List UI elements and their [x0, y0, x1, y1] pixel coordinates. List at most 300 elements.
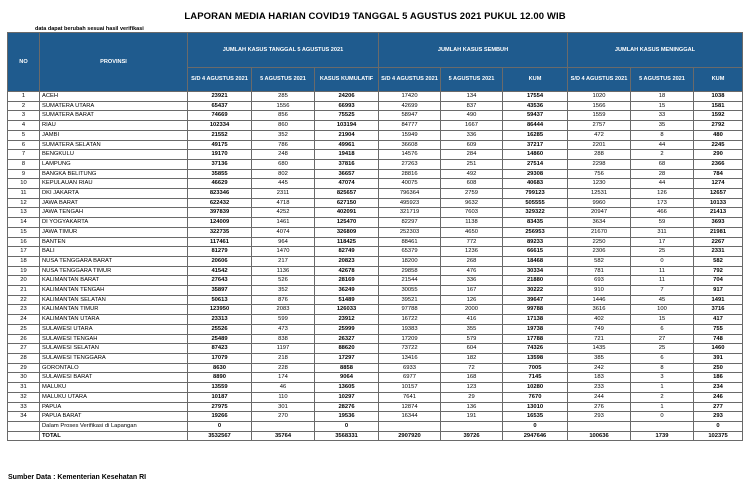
- cell-value: 284: [441, 150, 503, 160]
- cell-value: 19418: [315, 150, 379, 160]
- cell-value: 781: [568, 266, 631, 276]
- cell-value: 608: [441, 179, 503, 189]
- header-sembuh-5: 5 AGUSTUS 2021: [441, 68, 503, 92]
- row-number: 7: [8, 150, 40, 160]
- cell-value: 123: [441, 383, 503, 393]
- cell-value: 44: [631, 140, 694, 150]
- cell-value: 8890: [188, 373, 252, 383]
- cell-value: 6933: [379, 363, 441, 373]
- row-number: 19: [8, 266, 40, 276]
- table-row: [8, 150, 743, 160]
- table-row: [8, 266, 743, 276]
- header-kasus-5: 5 AGUSTUS 2021: [252, 68, 315, 92]
- province-name: NUSA TENGGARA BARAT: [40, 256, 188, 266]
- cell-value: 17297: [315, 353, 379, 363]
- cell-value: 25: [631, 247, 694, 257]
- cell-value: 3: [631, 373, 694, 383]
- cell-value: 246: [694, 392, 743, 402]
- cell-value: 217: [252, 256, 315, 266]
- cell-value: 285: [252, 92, 315, 102]
- cell-value: 25526: [188, 324, 252, 334]
- cell-value: [631, 421, 694, 431]
- cell-value: 228: [252, 363, 315, 373]
- header-kasus-kum: KASUS KUMULATIF: [315, 68, 379, 92]
- cell-value: 58947: [379, 111, 441, 121]
- row-number: 32: [8, 392, 40, 402]
- cell-value: 276: [568, 402, 631, 412]
- cell-value: 19266: [188, 412, 252, 422]
- cell-value: 0: [694, 421, 743, 431]
- cell-value: 27: [631, 334, 694, 344]
- cell-value: 2: [631, 150, 694, 160]
- province-name: JAWA BARAT: [40, 198, 188, 208]
- cell-value: 417: [694, 315, 743, 325]
- cell-value: 21670: [568, 227, 631, 237]
- cell-value: 29858: [379, 266, 441, 276]
- row-number: 22: [8, 295, 40, 305]
- cell-value: 83435: [503, 218, 568, 228]
- cell-value: 1020: [568, 92, 631, 102]
- cell-value: 2000: [441, 305, 503, 315]
- cell-value: 23912: [315, 315, 379, 325]
- province-name: PAPUA: [40, 402, 188, 412]
- cell-value: 1230: [568, 179, 631, 189]
- header-kasus-sd4: S/D 4 AGUSTUS 2021: [188, 68, 252, 92]
- cell-value: 82297: [379, 218, 441, 228]
- cell-value: 102375: [694, 431, 743, 441]
- cell-value: 252303: [379, 227, 441, 237]
- cell-value: 680: [252, 159, 315, 169]
- province-name: SULAWESI BARAT: [40, 373, 188, 383]
- header-sembuh-kum: KUM: [503, 68, 568, 92]
- cell-value: 8858: [315, 363, 379, 373]
- row-number: 10: [8, 179, 40, 189]
- cell-value: 10157: [379, 383, 441, 393]
- report-title: LAPORAN MEDIA HARIAN COVID19 TANGGAL 5 AGUSTUS 2021 PUKUL 12.00 WIB: [184, 11, 566, 22]
- table-row: [8, 130, 743, 140]
- table-row: [8, 373, 743, 383]
- cell-value: 792: [694, 266, 743, 276]
- cell-value: 301: [252, 402, 315, 412]
- row-number: 2: [8, 101, 40, 111]
- table-row: [8, 383, 743, 393]
- row-number: 23: [8, 305, 40, 315]
- cell-value: 2267: [694, 237, 743, 247]
- cell-value: 7603: [441, 208, 503, 218]
- verification-note: data dapat berubah sesuai hasil verifikasi: [35, 26, 144, 32]
- cell-value: 749: [568, 324, 631, 334]
- cell-value: 103194: [315, 121, 379, 131]
- cell-value: 123950: [188, 305, 252, 315]
- cell-value: 270: [252, 412, 315, 422]
- cell-value: 784: [694, 169, 743, 179]
- cell-value: 39726: [441, 431, 503, 441]
- cell-value: 233: [568, 383, 631, 393]
- row-number: 12: [8, 198, 40, 208]
- cell-value: 49175: [188, 140, 252, 150]
- cell-value: 117461: [188, 237, 252, 247]
- cell-value: 2366: [694, 159, 743, 169]
- cell-value: 0: [631, 256, 694, 266]
- cell-value: 277: [694, 402, 743, 412]
- row-number: 29: [8, 363, 40, 373]
- cell-value: 0: [503, 421, 568, 431]
- table-row: [8, 256, 743, 266]
- header-meninggal-5: 5 AGUSTUS 2021: [631, 68, 694, 92]
- cell-value: 75525: [315, 111, 379, 121]
- cell-value: 19170: [188, 150, 252, 160]
- cell-value: 88461: [379, 237, 441, 247]
- cell-value: 352: [252, 286, 315, 296]
- cell-value: 44: [631, 179, 694, 189]
- cell-value: 242: [568, 363, 631, 373]
- cell-value: 20947: [568, 208, 631, 218]
- cell-value: 2201: [568, 140, 631, 150]
- table-row: [8, 247, 743, 257]
- cell-value: 73722: [379, 344, 441, 354]
- cell-value: 8: [631, 363, 694, 373]
- cell-value: 36608: [379, 140, 441, 150]
- cell-value: 17079: [188, 353, 252, 363]
- cell-value: 21413: [694, 208, 743, 218]
- cell-value: 799123: [503, 189, 568, 199]
- cell-value: 6: [631, 324, 694, 334]
- cell-value: 492: [441, 169, 503, 179]
- cell-value: 2331: [694, 247, 743, 257]
- row-number: 15: [8, 227, 40, 237]
- cell-value: 82749: [315, 247, 379, 257]
- cell-value: 186: [694, 373, 743, 383]
- cell-value: 1: [631, 402, 694, 412]
- cell-value: 693: [568, 276, 631, 286]
- cell-value: 35764: [252, 431, 315, 441]
- cell-value: 66615: [503, 247, 568, 257]
- row-number: 31: [8, 383, 40, 393]
- cell-value: 1236: [441, 247, 503, 257]
- table-row: [8, 198, 743, 208]
- cell-value: 796364: [379, 189, 441, 199]
- cell-value: 802: [252, 169, 315, 179]
- cell-value: 704: [694, 276, 743, 286]
- table-row: [8, 237, 743, 247]
- cell-value: 825657: [315, 189, 379, 199]
- cell-value: 1559: [568, 111, 631, 121]
- row-number: 9: [8, 169, 40, 179]
- cell-value: 0: [315, 421, 379, 431]
- cell-value: 7005: [503, 363, 568, 373]
- cell-value: 27514: [503, 159, 568, 169]
- table-row: [8, 179, 743, 189]
- cell-value: 18468: [503, 256, 568, 266]
- province-name: BALI: [40, 247, 188, 257]
- cell-value: 480: [694, 130, 743, 140]
- cell-value: 1667: [441, 121, 503, 131]
- cell-value: 49961: [315, 140, 379, 150]
- cell-value: 1435: [568, 344, 631, 354]
- province-name: JAMBI: [40, 130, 188, 140]
- cell-value: 2245: [694, 140, 743, 150]
- province-name: KALIMANTAN TIMUR: [40, 305, 188, 315]
- cell-value: 19738: [503, 324, 568, 334]
- cell-value: 13559: [188, 383, 252, 393]
- cell-value: 36657: [315, 169, 379, 179]
- cell-value: 25999: [315, 324, 379, 334]
- cell-value: 2306: [568, 247, 631, 257]
- cell-value: 2250: [568, 237, 631, 247]
- cell-value: 582: [694, 256, 743, 266]
- province-name: BENGKULU: [40, 150, 188, 160]
- cell-value: 402091: [315, 208, 379, 218]
- table-row: [8, 189, 743, 199]
- cell-value: 3568331: [315, 431, 379, 441]
- row-number: 30: [8, 373, 40, 383]
- table-row: [8, 276, 743, 286]
- cell-value: 29308: [503, 169, 568, 179]
- cell-value: 174: [252, 373, 315, 383]
- cell-value: 27975: [188, 402, 252, 412]
- province-name: DI YOGYAKARTA: [40, 218, 188, 228]
- table-row: [8, 227, 743, 237]
- province-name: SULAWESI TENGGARA: [40, 353, 188, 363]
- province-name: JAWA TENGAH: [40, 208, 188, 218]
- cell-value: 126: [631, 189, 694, 199]
- table-row: [8, 295, 743, 305]
- cell-value: 397839: [188, 208, 252, 218]
- cell-value: 42678: [315, 266, 379, 276]
- header-no: NO: [8, 33, 40, 92]
- cell-value: 336: [441, 276, 503, 286]
- cell-value: 28169: [315, 276, 379, 286]
- cell-value: 20823: [315, 256, 379, 266]
- cell-value: 2298: [568, 159, 631, 169]
- cell-value: 472: [568, 130, 631, 140]
- cell-value: 288: [568, 150, 631, 160]
- header-group-meninggal: JUMLAH KASUS MENINGGAL: [568, 33, 743, 68]
- province-name: LAMPUNG: [40, 159, 188, 169]
- cell-value: 36249: [315, 286, 379, 296]
- cell-value: 41542: [188, 266, 252, 276]
- cell-value: 11: [631, 276, 694, 286]
- province-name: SUMATERA BARAT: [40, 111, 188, 121]
- cell-value: 12657: [694, 189, 743, 199]
- cell-value: 2: [631, 392, 694, 402]
- cell-value: 3532567: [188, 431, 252, 441]
- cell-value: 126033: [315, 305, 379, 315]
- cell-value: 30334: [503, 266, 568, 276]
- row-number: 5: [8, 130, 40, 140]
- cell-value: 46629: [188, 179, 252, 189]
- cell-value: 505555: [503, 198, 568, 208]
- cell-value: 59: [631, 218, 694, 228]
- cell-value: 20606: [188, 256, 252, 266]
- cell-value: 16344: [379, 412, 441, 422]
- cell-value: 30222: [503, 286, 568, 296]
- cell-value: 12531: [568, 189, 631, 199]
- cell-value: [441, 421, 503, 431]
- cell-value: 0: [188, 421, 252, 431]
- cell-value: 604: [441, 344, 503, 354]
- cell-value: 23921: [188, 92, 252, 102]
- cell-value: 0: [631, 412, 694, 422]
- cell-value: 627150: [315, 198, 379, 208]
- cell-value: 1592: [694, 111, 743, 121]
- province-name: MALUKU UTARA: [40, 392, 188, 402]
- cell-value: 786: [252, 140, 315, 150]
- cell-value: 35897: [188, 286, 252, 296]
- cell-value: 21880: [503, 276, 568, 286]
- cell-value: 416: [441, 315, 503, 325]
- row-number: 26: [8, 334, 40, 344]
- cell-value: 7641: [379, 392, 441, 402]
- cell-value: 964: [252, 237, 315, 247]
- cell-value: 134: [441, 92, 503, 102]
- cell-value: 755: [694, 324, 743, 334]
- cell-value: 234: [694, 383, 743, 393]
- cell-value: 1556: [252, 101, 315, 111]
- row-number: 6: [8, 140, 40, 150]
- cell-value: 10297: [315, 392, 379, 402]
- cell-value: 47074: [315, 179, 379, 189]
- table-row: [8, 324, 743, 334]
- cell-value: 2311: [252, 189, 315, 199]
- cell-value: 97788: [379, 305, 441, 315]
- cell-value: 473: [252, 324, 315, 334]
- cell-value: 290: [694, 150, 743, 160]
- cell-value: 8: [631, 130, 694, 140]
- table-row: [8, 208, 743, 218]
- row-number: 3: [8, 111, 40, 121]
- cell-value: 9064: [315, 373, 379, 383]
- cell-value: 126: [441, 295, 503, 305]
- row-number: [8, 421, 40, 431]
- cell-value: 100636: [568, 431, 631, 441]
- cell-value: 28: [631, 169, 694, 179]
- cell-value: 2792: [694, 121, 743, 131]
- cell-value: 84777: [379, 121, 441, 131]
- province-name: BANTEN: [40, 237, 188, 247]
- cell-value: 10280: [503, 383, 568, 393]
- row-number: 4: [8, 121, 40, 131]
- cell-value: 23313: [188, 315, 252, 325]
- cell-value: 42699: [379, 101, 441, 111]
- cell-value: 183: [568, 373, 631, 383]
- cell-value: 17420: [379, 92, 441, 102]
- cell-value: 445: [252, 179, 315, 189]
- cell-value: 19383: [379, 324, 441, 334]
- row-number: 8: [8, 159, 40, 169]
- cell-value: 35855: [188, 169, 252, 179]
- header-group-sembuh: JUMLAH KASUS SEMBUH: [379, 33, 568, 68]
- row-number: 1: [8, 92, 40, 102]
- cell-value: 81279: [188, 247, 252, 257]
- total-row: [8, 431, 743, 441]
- cell-value: 16285: [503, 130, 568, 140]
- cell-value: 322735: [188, 227, 252, 237]
- cell-value: 1470: [252, 247, 315, 257]
- cell-value: 599: [252, 315, 315, 325]
- cell-value: 30055: [379, 286, 441, 296]
- province-name: RIAU: [40, 121, 188, 131]
- cell-value: [252, 421, 315, 431]
- cell-value: 1136: [252, 266, 315, 276]
- province-name: GORONTALO: [40, 363, 188, 373]
- cell-value: 721: [568, 334, 631, 344]
- cell-value: 218: [252, 353, 315, 363]
- table-row: [8, 218, 743, 228]
- cell-value: 100: [631, 305, 694, 315]
- province-name: PAPUA BARAT: [40, 412, 188, 422]
- cell-value: 1581: [694, 101, 743, 111]
- cell-value: 13605: [315, 383, 379, 393]
- cell-value: 9960: [568, 198, 631, 208]
- cell-value: 2083: [252, 305, 315, 315]
- cell-value: 89233: [503, 237, 568, 247]
- cell-value: 329322: [503, 208, 568, 218]
- cell-value: 13416: [379, 353, 441, 363]
- cell-value: 582: [568, 256, 631, 266]
- cell-value: 4074: [252, 227, 315, 237]
- cell-value: 102334: [188, 121, 252, 131]
- cell-value: 88620: [315, 344, 379, 354]
- cell-value: 3716: [694, 305, 743, 315]
- cell-value: 244: [568, 392, 631, 402]
- cell-value: 15: [631, 101, 694, 111]
- cell-value: 1460: [694, 344, 743, 354]
- header-meninggal-kum: KUM: [694, 68, 743, 92]
- row-number: 20: [8, 276, 40, 286]
- cell-value: 21552: [188, 130, 252, 140]
- table-row: [8, 305, 743, 315]
- cell-value: 17138: [503, 315, 568, 325]
- cell-value: 18200: [379, 256, 441, 266]
- cell-value: 3616: [568, 305, 631, 315]
- province-name: SULAWESI UTARA: [40, 324, 188, 334]
- province-name: KALIMANTAN BARAT: [40, 276, 188, 286]
- cell-value: 860: [252, 121, 315, 131]
- cell-value: 11: [631, 266, 694, 276]
- cell-value: 168: [441, 373, 503, 383]
- cell-value: 14860: [503, 150, 568, 160]
- cell-value: 173: [631, 198, 694, 208]
- cell-value: 1197: [252, 344, 315, 354]
- cell-value: 18: [631, 92, 694, 102]
- cell-value: 24206: [315, 92, 379, 102]
- cell-value: 823346: [188, 189, 252, 199]
- cell-value: 6: [631, 353, 694, 363]
- province-name: KEPULAUAN RIAU: [40, 179, 188, 189]
- cell-value: 125470: [315, 218, 379, 228]
- cell-value: 1138: [441, 218, 503, 228]
- cell-value: 352: [252, 130, 315, 140]
- row-number: 25: [8, 324, 40, 334]
- cell-value: 26327: [315, 334, 379, 344]
- table-row: [8, 402, 743, 412]
- source-note: Sumber Data : Kementerian Kesehatan RI: [8, 474, 147, 481]
- cell-value: 1461: [252, 218, 315, 228]
- row-number: 11: [8, 189, 40, 199]
- cell-value: 167: [441, 286, 503, 296]
- row-number: 28: [8, 353, 40, 363]
- cell-value: 21904: [315, 130, 379, 140]
- table-row: [8, 121, 743, 131]
- cell-value: 17: [631, 237, 694, 247]
- cell-value: 13010: [503, 402, 568, 412]
- cell-value: [379, 421, 441, 431]
- cell-value: 391: [694, 353, 743, 363]
- province-name: DKI JAKARTA: [40, 189, 188, 199]
- cell-value: 8630: [188, 363, 252, 373]
- table-row: [8, 315, 743, 325]
